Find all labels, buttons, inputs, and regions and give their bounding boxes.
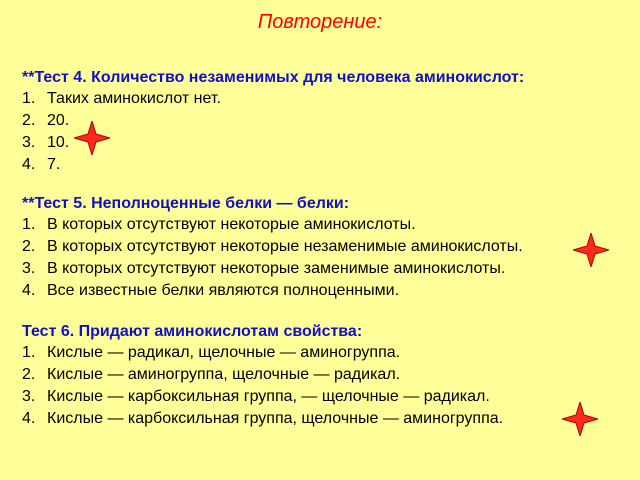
answer-text: Кислые — аминогруппа, щелочные — радикал.: [47, 366, 401, 383]
test-4-heading: **Тест 4. Количество незаменимых для человека аминокислот:: [22, 69, 525, 86]
answer-text: Все известные белки являются полноценными.: [47, 282, 400, 299]
test-5-answer-3: [22, 258, 632, 280]
answer-number: 3.: [22, 134, 36, 151]
answer-text: В которых отсутствуют некоторые заменимые аминокислоты.: [47, 260, 506, 277]
test-5-answer-2: [22, 236, 632, 258]
test-4-answer-3: [22, 132, 632, 154]
test-6-answer-3: [22, 386, 632, 408]
test-4-answer-4: [22, 154, 632, 176]
answer-number: 3.: [22, 260, 36, 277]
answer-text: 20.: [47, 112, 70, 129]
answer-text: 10.: [47, 134, 70, 151]
test-4-answer-1: [22, 88, 632, 110]
star-marker-icon: [573, 233, 609, 267]
test-6-answer-4: [22, 408, 632, 430]
answer-number: 3.: [22, 388, 36, 405]
test-5-answer-4: [22, 280, 632, 302]
test-4-block: [22, 68, 632, 176]
test-5-answer-1: [22, 214, 632, 236]
answer-number: 1.: [22, 344, 36, 361]
answer-text: В которых отсутствуют некоторые аминокислоты.: [47, 216, 416, 233]
answer-text: Кислые — радикал, щелочные — аминогруппа.: [47, 344, 401, 361]
answer-text: Кислые — карбоксильная группа, — щелочные — радикал.: [47, 388, 490, 405]
star-marker-icon: [562, 402, 598, 436]
test-6-answer-2: [22, 364, 632, 386]
slide-title: Повторение:: [257, 11, 383, 33]
answer-number: 4.: [22, 282, 36, 299]
test-5-heading: **Тест 5. Неполноценные белки — белки:: [22, 195, 350, 212]
answer-number: 2.: [22, 366, 36, 383]
answer-number: 4.: [22, 410, 36, 427]
test-6-block: [22, 322, 632, 430]
test-6-heading: Тест 6. Придают аминокислотам свойства:: [22, 323, 363, 340]
answer-text: Таких аминокислот нет.: [47, 90, 221, 107]
answer-text: 7.: [47, 156, 61, 173]
answer-number: 1.: [22, 90, 36, 107]
answer-text: В которых отсутствуют некоторые незаменимые аминокислоты.: [47, 238, 523, 255]
answer-number: 2.: [22, 112, 36, 129]
test-6-answer-1: [22, 342, 632, 364]
answer-number: 2.: [22, 238, 36, 255]
answer-number: 1.: [22, 216, 36, 233]
answer-text: Кислые — карбоксильная группа, щелочные — аминогруппа.: [47, 410, 504, 427]
star-marker-icon: [74, 121, 110, 155]
test-5-block: [22, 194, 632, 302]
test-4-answer-2: [22, 110, 632, 132]
answer-number: 4.: [22, 156, 36, 173]
